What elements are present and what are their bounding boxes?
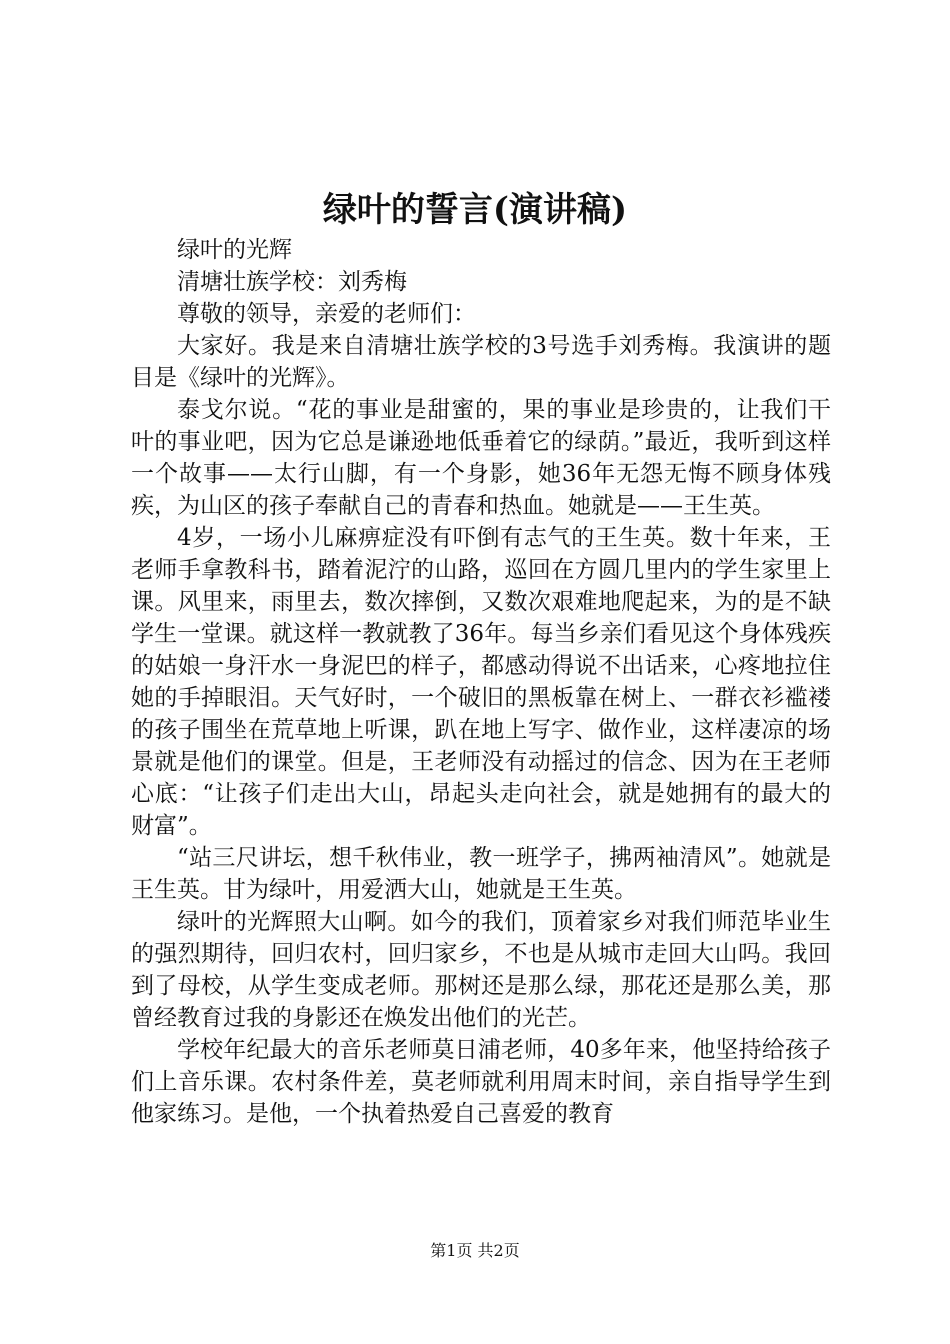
paragraph: 尊敬的领导，亲爱的老师们： — [177, 301, 476, 327]
paragraph: “站三尺讲坛，想千秋伟业，教一班学子，拂两袖清风”。她就是王生英。甘为绿叶，用爱洒大山，她就是王生英。 — [131, 845, 831, 903]
paragraph: 绿叶的光辉 — [177, 237, 292, 263]
page-number-footer: 第1页 共2页 — [430, 1241, 520, 1260]
paragraph: 4岁，一场小儿麻痹症没有吓倒有志气的王生英。数十年来，王老师手拿教科书，踏着泥泞的山路，巡回在方圆几里内的学生家里上课。风里来，雨里去，数次摔倒，又数次艰难地爬起来，为的是不缺学生一堂课。就这样一教就教了36年。每当乡亲们看见这个身体残疾的姑娘一身汗水一身泥巴的样子，都感动得说不出话来，心疼地拉住她的手掉眼泪。天气好时，一个破旧的黑板靠在树上、一群衣衫褴褛的孩子围坐在荒草地上听课，趴在地上写字、做作业，这样凄凉的场景就是他们的课堂。但是，王老师没有动摇过的信念、因为在王老师心底：“让孩子们走出大山，昂起头走向社会，就是她拥有的最大的财富”。 — [131, 525, 831, 839]
paragraph: 学校年纪最大的音乐老师莫日浦老师，40多年来，他坚持给孩子们上音乐课。农村条件差，莫老师就利用周末时间，亲自指导学生到他家练习。是他，一个执着热爱自己喜爱的教育 — [131, 1037, 831, 1127]
paragraph: 泰戈尔说。“花的事业是甜蜜的，果的事业是珍贵的，让我们干叶的事业吧，因为它总是谦逊地低垂着它的绿荫。”最近，我听到这样一个故事——太行山脚，有一个身影，她36年无怨无悔不顾身体残疾，为山区的孩子奉献自己的青春和热血。她就是——王生英。 — [131, 397, 831, 519]
document-body — [131, 234, 831, 1130]
paragraph: 绿叶的光辉照大山啊。如今的我们，顶着家乡对我们师范毕业生的强烈期待，回归农村，回归家乡，不也是从城市走回大山吗。我回到了母校，从学生变成老师。那树还是那么绿，那花还是那么美，那曾经教育过我的身影还在焕发出他们的光芒。 — [131, 909, 831, 1031]
paragraph: 清塘壮族学校：刘秀梅 — [177, 269, 407, 295]
paragraph: 大家好。我是来自清塘壮族学校的3号选手刘秀梅。我演讲的题目是《绿叶的光辉》。 — [131, 333, 831, 391]
document-title: 绿叶的誓言(演讲稿) — [322, 190, 628, 230]
